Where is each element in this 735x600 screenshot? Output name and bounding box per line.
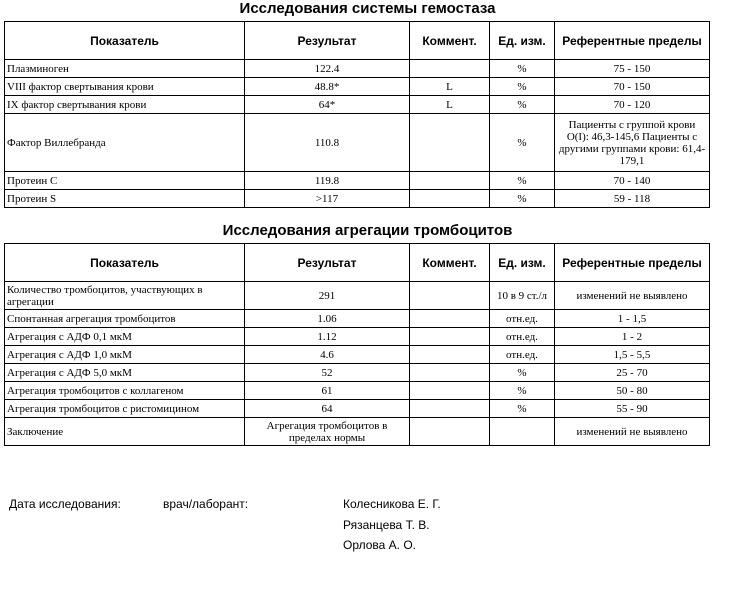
row-name: Агрегация с АДФ 0,1 мкМ [5, 328, 245, 346]
aggregation-title: Исследования агрегации тромбоцитов [222, 222, 513, 239]
row-unit: отн.ед. [490, 346, 555, 364]
row-ref: Пациенты с группой крови O(I): 46,3-145,6 Пациенты с другими группами крови: 61,4-179,1 [555, 114, 710, 172]
table-row [5, 328, 710, 346]
row-unit: % [490, 60, 555, 78]
row-comment [410, 60, 490, 78]
row-name: Спонтанная агрегация тромбоцитов [5, 310, 245, 328]
doctor-label: врач/лаборант: [163, 497, 249, 511]
row-result: 52 [245, 364, 410, 382]
table-header-row [5, 22, 710, 60]
row-result: 48.8* [245, 78, 410, 96]
row-unit: % [490, 364, 555, 382]
row-result: 110.8 [245, 114, 410, 172]
header-ref: Референтные пределы [555, 244, 710, 282]
row-ref: 50 - 80 [555, 382, 710, 400]
header-indicator: Показатель [5, 244, 245, 282]
row-ref: изменений не выявлено [555, 282, 710, 310]
table-row [5, 382, 710, 400]
table-row [5, 78, 710, 96]
row-ref: 25 - 70 [555, 364, 710, 382]
staff-name: Рязанцева Т. В. [343, 518, 430, 532]
row-result: Агрегация тромбоцитов в пределах нормы [245, 418, 410, 446]
row-comment [410, 282, 490, 310]
row-result: 1.06 [245, 310, 410, 328]
header-comment: Коммент. [410, 22, 490, 60]
row-unit [490, 418, 555, 446]
row-unit: отн.ед. [490, 310, 555, 328]
row-name: Агрегация тромбоцитов с ристомицином [5, 400, 245, 418]
row-comment [410, 310, 490, 328]
header-indicator: Показатель [5, 22, 245, 60]
row-comment [410, 400, 490, 418]
row-name: Агрегация тромбоцитов с коллагеном [5, 382, 245, 400]
row-unit: % [490, 190, 555, 208]
hemostasis-title: Исследования системы гемостаза [239, 0, 496, 17]
header-ref: Референтные пределы [555, 22, 710, 60]
table-row [5, 364, 710, 382]
table-row [5, 96, 710, 114]
row-result: 1.12 [245, 328, 410, 346]
row-name: VIII фактор свертывания крови [5, 78, 245, 96]
header-result: Результат [245, 22, 410, 60]
row-comment [410, 328, 490, 346]
header-result: Результат [245, 244, 410, 282]
row-ref: 70 - 120 [555, 96, 710, 114]
row-unit: отн.ед. [490, 328, 555, 346]
row-ref: 1 - 2 [555, 328, 710, 346]
row-result: 122.4 [245, 60, 410, 78]
row-unit: % [490, 172, 555, 190]
table-row [5, 172, 710, 190]
row-name: Количество тромбоцитов, участвующих в агрегации [5, 282, 245, 310]
row-ref: 70 - 150 [555, 78, 710, 96]
row-comment [410, 382, 490, 400]
row-result: 64* [245, 96, 410, 114]
row-comment: L [410, 96, 490, 114]
row-name: Агрегация с АДФ 5,0 мкМ [5, 364, 245, 382]
row-comment [410, 346, 490, 364]
table-row [5, 346, 710, 364]
table-row [5, 310, 710, 328]
row-result: 61 [245, 382, 410, 400]
row-ref: 1 - 1,5 [555, 310, 710, 328]
row-comment [410, 190, 490, 208]
row-name: Заключение [5, 418, 245, 446]
row-name: IX фактор свертывания крови [5, 96, 245, 114]
table-row [5, 418, 710, 446]
row-name: Протеин S [5, 190, 245, 208]
table-row [5, 114, 710, 172]
header-unit: Ед. изм. [490, 22, 555, 60]
row-unit: % [490, 96, 555, 114]
row-comment: L [410, 78, 490, 96]
staff-name: Колесникова Е. Г. [343, 497, 441, 511]
table-row [5, 400, 710, 418]
hemostasis-table [4, 21, 710, 208]
row-result: 119.8 [245, 172, 410, 190]
row-result: 64 [245, 400, 410, 418]
header-comment: Коммент. [410, 244, 490, 282]
staff-name: Орлова А. О. [343, 538, 416, 552]
row-name: Протеин C [5, 172, 245, 190]
row-comment [410, 172, 490, 190]
aggregation-table [4, 243, 710, 446]
row-result: 4.6 [245, 346, 410, 364]
row-name: Агрегация с АДФ 1,0 мкМ [5, 346, 245, 364]
row-name: Фактор Виллебранда [5, 114, 245, 172]
row-unit: % [490, 78, 555, 96]
row-comment [410, 114, 490, 172]
row-unit: % [490, 400, 555, 418]
row-comment [410, 364, 490, 382]
table-row [5, 282, 710, 310]
table-row [5, 60, 710, 78]
row-ref: 1,5 - 5,5 [555, 346, 710, 364]
row-unit: % [490, 114, 555, 172]
row-unit: 10 в 9 ст./л [490, 282, 555, 310]
row-ref: 75 - 150 [555, 60, 710, 78]
row-ref: 70 - 140 [555, 172, 710, 190]
row-unit: % [490, 382, 555, 400]
row-ref: 59 - 118 [555, 190, 710, 208]
row-result: >117 [245, 190, 410, 208]
header-unit: Ед. изм. [490, 244, 555, 282]
row-ref: изменений не выявлено [555, 418, 710, 446]
row-name: Плазминоген [5, 60, 245, 78]
table-header-row [5, 244, 710, 282]
row-result: 291 [245, 282, 410, 310]
row-comment [410, 418, 490, 446]
study-date-label: Дата исследования: [9, 497, 121, 511]
table-row [5, 190, 710, 208]
row-ref: 55 - 90 [555, 400, 710, 418]
